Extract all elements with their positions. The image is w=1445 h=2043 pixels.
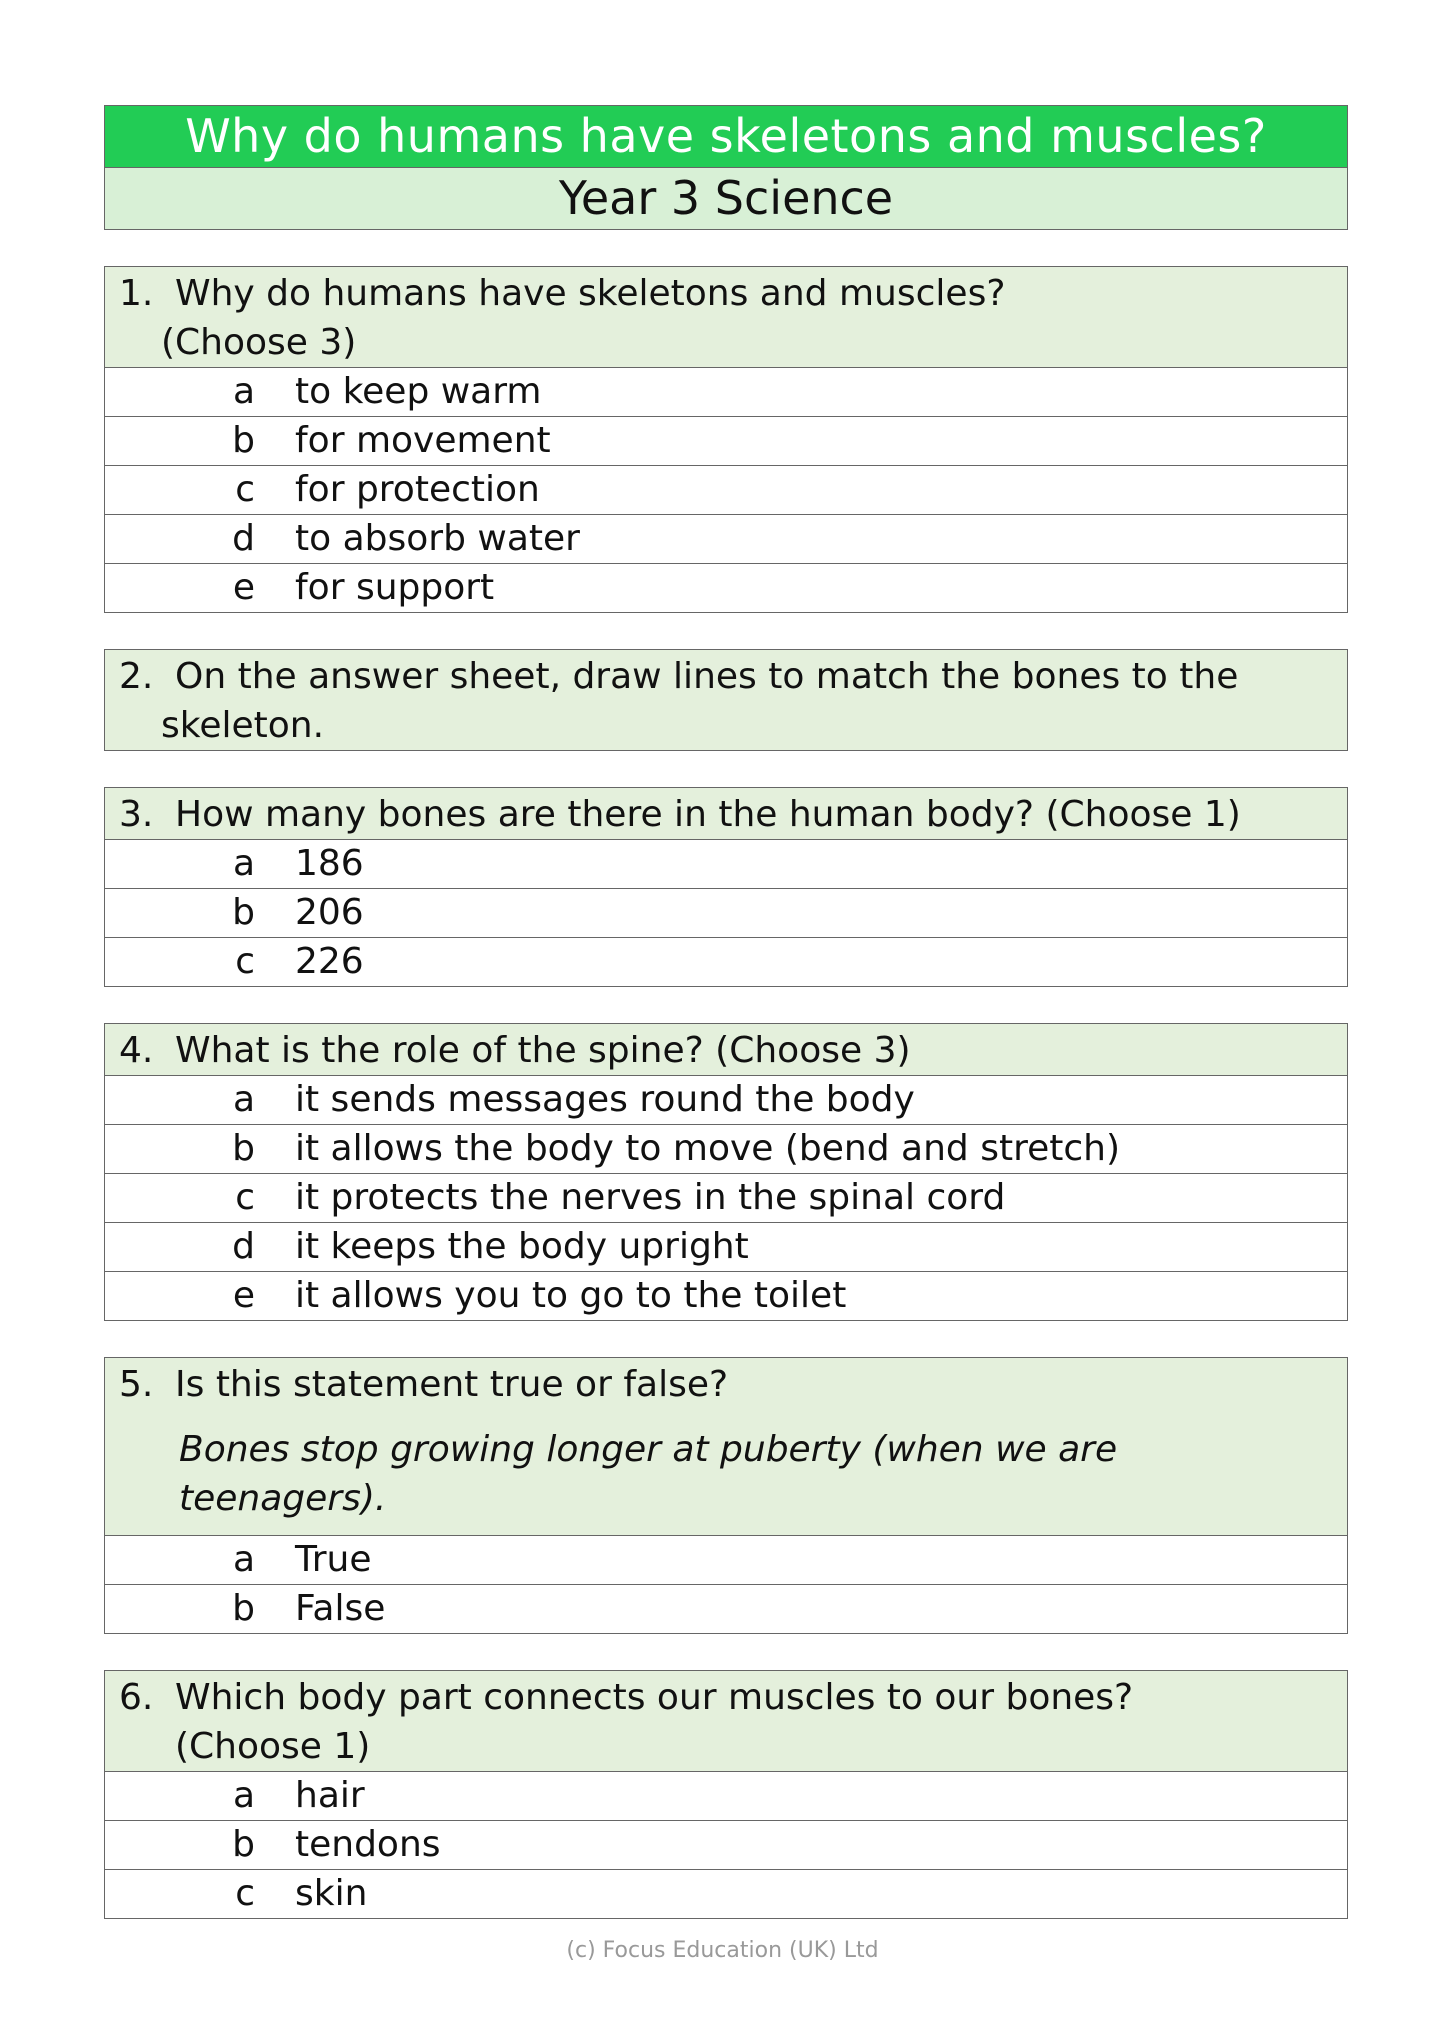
question-text: [161, 269, 1333, 367]
option-text: skin: [295, 1873, 368, 1914]
page-subtitle: Year 3 Science: [105, 168, 1347, 229]
title-box: [104, 105, 1348, 230]
question-header: [105, 1024, 1347, 1075]
option-letter: c: [235, 1177, 255, 1218]
answer-option[interactable]: [105, 1869, 1347, 1918]
option-text: 226: [295, 941, 364, 982]
answer-option[interactable]: [105, 839, 1347, 888]
option-text: for protection: [295, 469, 540, 510]
question-2: [104, 649, 1348, 751]
option-text: it protects the nerves in the spinal cord: [295, 1177, 1006, 1218]
option-letter: b: [232, 1588, 255, 1629]
question-text: Is this statement true or false?: [175, 1364, 729, 1405]
answer-option[interactable]: [105, 1535, 1347, 1584]
option-text: for support: [295, 567, 495, 608]
answer-option[interactable]: [105, 1124, 1347, 1173]
question-text-line1: On the answer sheet, draw lines to match the bones to the: [175, 656, 1239, 697]
answer-option[interactable]: [105, 1820, 1347, 1869]
copyright-footer: (c) Focus Education (UK) Ltd: [566, 1938, 879, 1963]
answer-option[interactable]: [105, 1075, 1347, 1124]
option-letter: c: [235, 941, 255, 982]
option-text: for movement: [295, 420, 551, 461]
answer-option[interactable]: [105, 1771, 1347, 1820]
option-letter: a: [232, 1079, 255, 1120]
option-text: to keep warm: [295, 371, 542, 412]
option-letter: a: [232, 1775, 255, 1816]
option-letter: b: [232, 420, 255, 461]
option-letter: d: [232, 518, 255, 559]
answer-option[interactable]: [105, 1271, 1347, 1320]
option-letter: c: [235, 1873, 255, 1914]
answer-option[interactable]: [105, 937, 1347, 986]
answer-option[interactable]: [105, 465, 1347, 514]
option-text: 186: [295, 843, 364, 884]
question-5: [104, 1357, 1348, 1634]
option-letter: b: [232, 1824, 255, 1865]
question-header: [105, 788, 1347, 839]
answer-option[interactable]: [105, 563, 1347, 612]
question-text-line1: Why do humans have skeletons and muscles?: [175, 273, 1006, 314]
question-text-line1: Which body part connects our muscles to our bones?: [175, 1677, 1134, 1718]
option-letter: d: [232, 1226, 255, 1267]
question-text-line2: (Choose 1): [175, 1726, 371, 1767]
question-text: What is the role of the spine? (Choose 3): [175, 1030, 911, 1071]
option-letter: b: [232, 892, 255, 933]
option-text: tendons: [295, 1824, 441, 1865]
option-text: it allows you to go to the toilet: [295, 1275, 847, 1316]
option-text: it keeps the body upright: [295, 1226, 749, 1267]
option-letter: b: [232, 1128, 255, 1169]
option-text: False: [295, 1588, 386, 1629]
option-letter: c: [235, 469, 255, 510]
option-letter: a: [232, 1539, 255, 1580]
option-letter: e: [232, 567, 255, 608]
worksheet: [104, 105, 1348, 1919]
option-text: to absorb water: [295, 518, 580, 559]
question-number: 2.: [119, 656, 154, 697]
question-number: 3.: [119, 794, 154, 835]
statement-text: Bones stop growing longer at puberty (when we are teenagers).: [179, 1429, 1118, 1519]
question-3: [104, 787, 1348, 987]
option-text: 206: [295, 892, 364, 933]
question-number: 6.: [119, 1677, 154, 1718]
option-letter: a: [232, 843, 255, 884]
question-number: 4.: [119, 1030, 154, 1071]
question-number: 1.: [119, 273, 154, 314]
question-4: [104, 1023, 1348, 1321]
question-text: How many bones are there in the human body? (Choose 1): [175, 794, 1241, 835]
answer-option[interactable]: [105, 1173, 1347, 1222]
option-text: True: [295, 1539, 372, 1580]
question-1: [104, 266, 1348, 613]
question-header: [105, 267, 1347, 367]
option-text: it allows the body to move (bend and stretch): [295, 1128, 1120, 1169]
page-title: Why do humans have skeletons and muscles?: [105, 106, 1347, 168]
answer-option[interactable]: [105, 416, 1347, 465]
question-number: 5.: [119, 1364, 154, 1405]
question-text: [161, 652, 1333, 750]
question-6: [104, 1670, 1348, 1919]
option-text: hair: [295, 1775, 365, 1816]
question-text: [175, 1673, 1333, 1771]
answer-option[interactable]: [105, 888, 1347, 937]
option-letter: e: [232, 1275, 255, 1316]
answer-option[interactable]: [105, 1584, 1347, 1633]
option-text: it sends messages round the body: [295, 1079, 915, 1120]
answer-option[interactable]: [105, 1222, 1347, 1271]
question-header: [105, 1358, 1347, 1535]
question-header: [105, 1671, 1347, 1771]
option-letter: a: [232, 371, 255, 412]
question-text-line2: (Choose 3): [161, 322, 357, 363]
answer-option[interactable]: [105, 514, 1347, 563]
answer-option[interactable]: [105, 367, 1347, 416]
question-header: [105, 650, 1347, 750]
question-text-line2: skeleton.: [161, 705, 325, 746]
